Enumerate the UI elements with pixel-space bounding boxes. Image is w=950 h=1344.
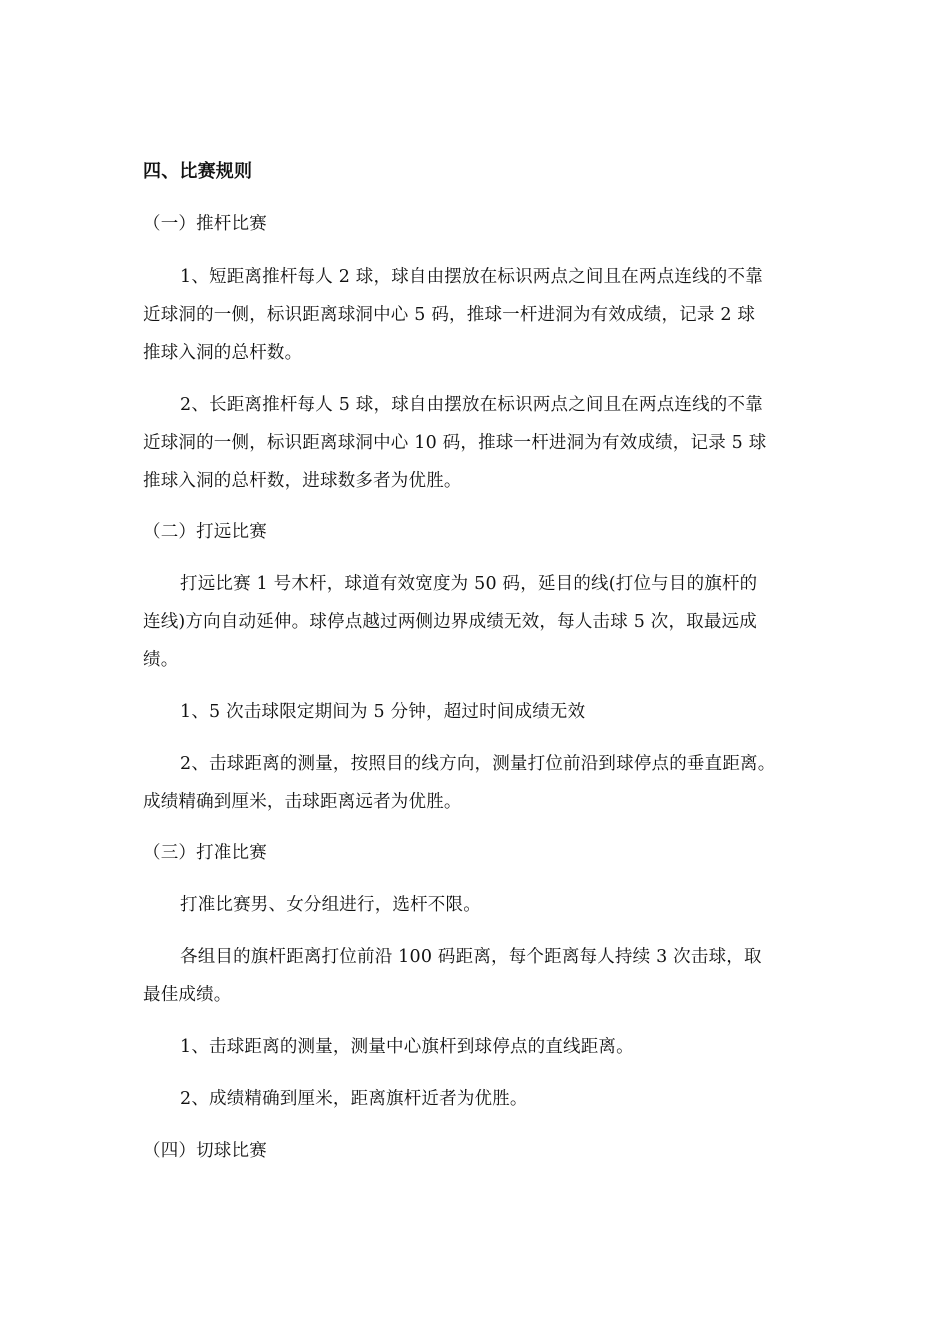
paragraph-line: 打远比赛 1 号木杆，球道有效宽度为 50 码，延目的线(打位与目的旗杆的 [180,574,758,594]
paragraph-line: 成绩精确到厘米，击球距离远者为优胜。 [143,792,462,812]
subheading-chipping: （四）切球比赛 [143,1141,267,1161]
paragraph-line: 2、击球距离的测量，按照目的线方向，测量打位前沿到球停点的垂直距离。 [180,754,776,774]
subheading-putting: （一）推杆比赛 [143,214,267,234]
paragraph-line: 各组目的旗杆距离打位前沿 100 码距离，每个距离每人持续 3 次击球，取 [180,947,762,967]
paragraph-line: 绩。 [143,650,179,670]
paragraph-line: 最佳成绩。 [143,985,232,1005]
paragraph-line: 近球洞的一侧，标识距离球洞中心 5 码，推球一杆进洞为有效成绩，记录 2 球 [143,305,756,325]
paragraph-line: 2、长距离推杆每人 5 球，球自由摆放在标识两点之间且在两点连线的不靠 [180,395,763,415]
paragraph-line: 1、短距离推杆每人 2 球，球自由摆放在标识两点之间且在两点连线的不靠 [180,267,763,287]
subheading-driving: （二）打远比赛 [143,522,267,542]
paragraph-line: 1、击球距离的测量，测量中心旗杆到球停点的直线距离。 [180,1037,634,1057]
paragraph-line: 近球洞的一侧，标识距离球洞中心 10 码，推球一杆进洞为有效成绩，记录 5 球 [143,433,767,453]
section-heading: 四、比赛规则 [143,161,253,182]
paragraph-line: 推球入洞的总杆数。 [143,343,303,363]
paragraph-line: 推球入洞的总杆数，进球数多者为优胜。 [143,471,462,491]
paragraph-line: 打准比赛男、女分组进行，选杆不限。 [180,895,481,915]
paragraph-line: 2、成绩精确到厘米，距离旗杆近者为优胜。 [180,1089,528,1109]
paragraph-line: 1、5 次击球限定期间为 5 分钟，超过时间成绩无效 [180,702,586,722]
paragraph-line: 连线)方向自动延伸。球停点越过两侧边界成绩无效，每人击球 5 次，取最远成 [143,612,757,632]
subheading-accuracy: （三）打准比赛 [143,843,267,863]
